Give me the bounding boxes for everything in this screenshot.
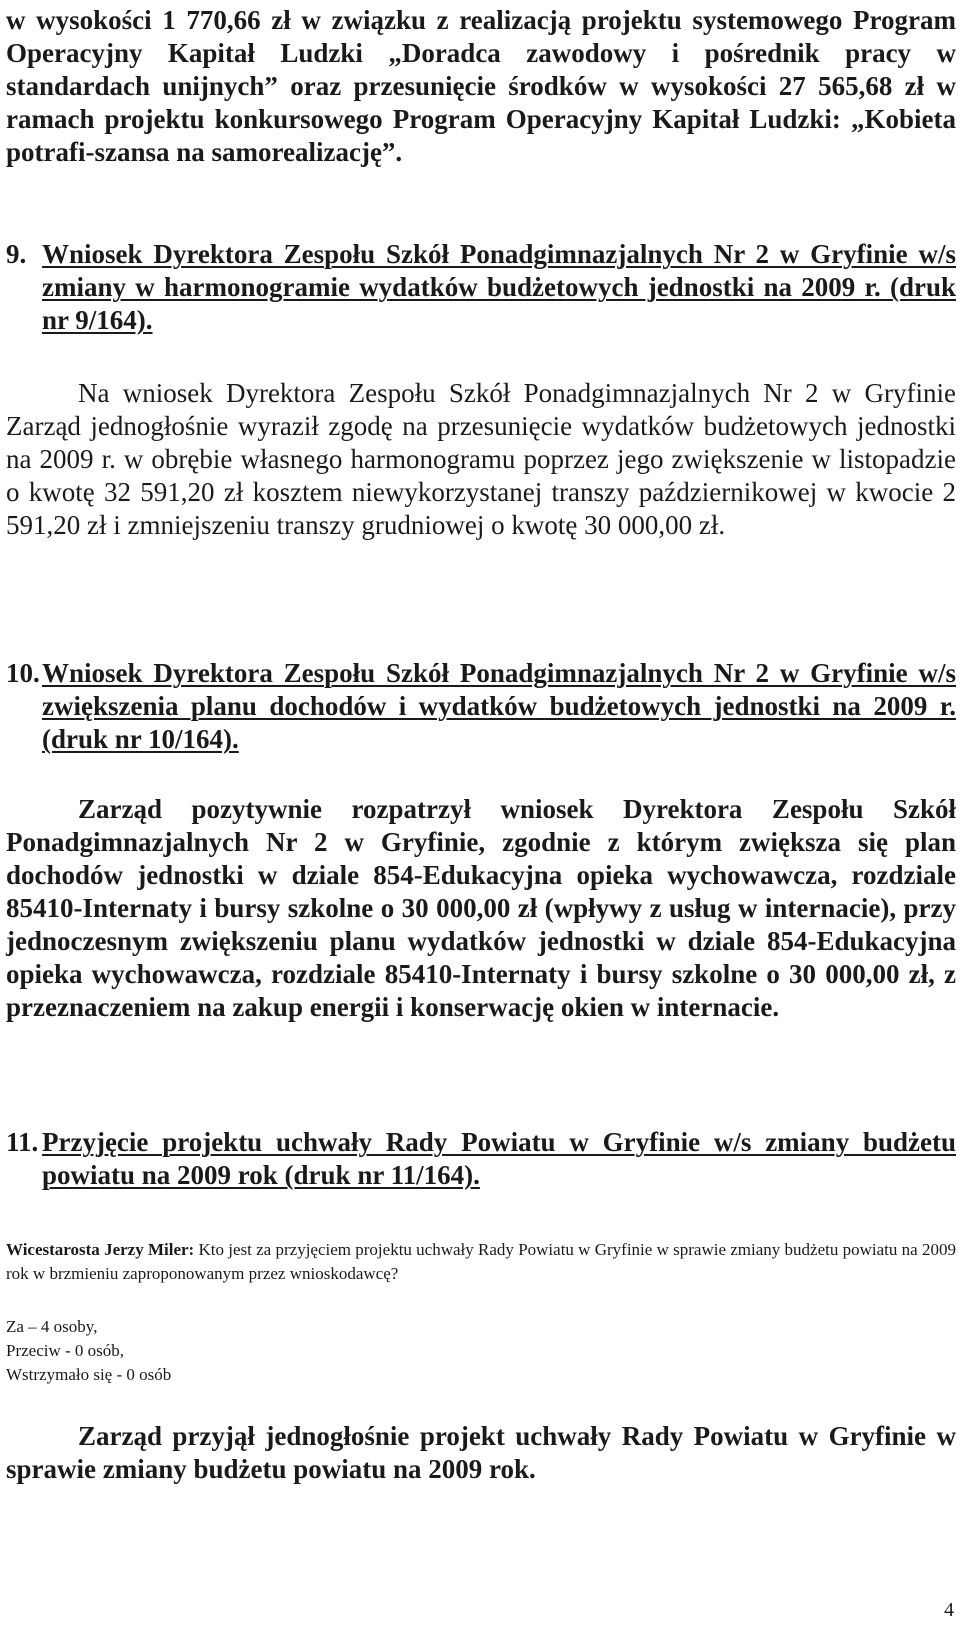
agenda-item-11	[6, 1126, 956, 1192]
item-9-body: Na wniosek Dyrektora Zespołu Szkół Ponadgimnazjalnych Nr 2 w Gryfinie Zarząd jednogłośnie wyraził zgodę na przesunięcie wydatków budżetowych jednostki na 2009 r. w obrębie własnego harmonogramu poprzez jego zwiększenie w listopadzie o kwotę 32 591,20 zł kosztem niewykorzystanej transzy październikowej w kwocie 2 591,20 zł i zmniejszeniu transzy grudniowej o kwotę 30 000,00 zł.	[6, 378, 956, 540]
item-title: Wniosek Dyrektora Zespołu Szkół Ponadgimnazjalnych Nr 2 w Gryfinie w/s zmiany w harmonogramie wydatków budżetowych jednostki na 2009 r. (druk nr 9/164).	[42, 239, 956, 335]
item-number: 11.	[6, 1127, 39, 1157]
item-title: Przyjęcie projektu uchwały Rady Powiatu w Gryfinie w/s zmiany budżetu powiatu na 2009 rok (druk nr 11/164).	[42, 1127, 956, 1190]
item-title: Wniosek Dyrektora Zespołu Szkół Ponadgimnazjalnych Nr 2 w Gryfinie w/s zwiększenia planu dochodów i wydatków budżetowych jednostki na 2009 r. (druk nr 10/164).	[42, 658, 956, 754]
speaker-name: Wicestarosta Jerzy Miler:	[6, 1240, 195, 1259]
vote-results	[6, 1315, 171, 1387]
intro-paragraph: w wysokości 1 770,66 zł w związku z realizacją projektu systemowego Program Operacyjny Kapitał Ludzki „Doradca zawodowy i pośrednik pracy w standardach unijnych” oraz przesunięcie środków w wysokości 27 565,68 zł w ramach projektu konkursowego Program Operacyjny Kapitał Ludzki: „Kobieta potrafi-szansa na samorealizację”.	[6, 5, 956, 167]
vote-abstain: Wstrzymało się - 0 osób	[6, 1365, 172, 1384]
vote-for: Za – 4 osoby,	[6, 1317, 98, 1336]
agenda-item-10	[6, 657, 956, 756]
item-number: 10.	[6, 658, 40, 688]
speaker-question	[6, 1238, 956, 1286]
vote-against: Przeciw - 0 osób,	[6, 1341, 125, 1360]
item-10-body: Zarząd pozytywnie rozpatrzył wniosek Dyrektora Zespołu Szkół Ponadgimnazjalnych Nr 2 w Gryfinie, zgodnie z którym zwiększa się plan dochodów jednostki w dziale 854-Edukacyjna opieka wychowawcza, rozdziale 85410-Internaty i bursy szkolne o 30 000,00 zł (wpływy z usług w internacie), przy jednoczesnym zwiększeniu planu wydatków jednostki w dziale 854-Edukacyjna opieka wychowawcza, rozdziale 85410-Internaty i bursy szkolne o 30 000,00 zł, z przeznaczeniem na zakup energii i konserwację okien w internacie.	[6, 794, 956, 1022]
item-number: 9.	[6, 239, 27, 269]
page-number: 4	[944, 1599, 954, 1621]
agenda-item-9	[6, 238, 956, 337]
question-text: Kto jest za przyjęciem projektu uchwały Rady Powiatu w Gryfinie w sprawie zmiany budżetu powiatu na 2009 rok w brzmieniu zaproponowanym przez wnioskodawcę?	[6, 1240, 956, 1283]
resolution-text: Zarząd przyjął jednogłośnie projekt uchwały Rady Powiatu w Gryfinie w sprawie zmiany budżetu powiatu na 2009 rok.	[6, 1421, 956, 1484]
